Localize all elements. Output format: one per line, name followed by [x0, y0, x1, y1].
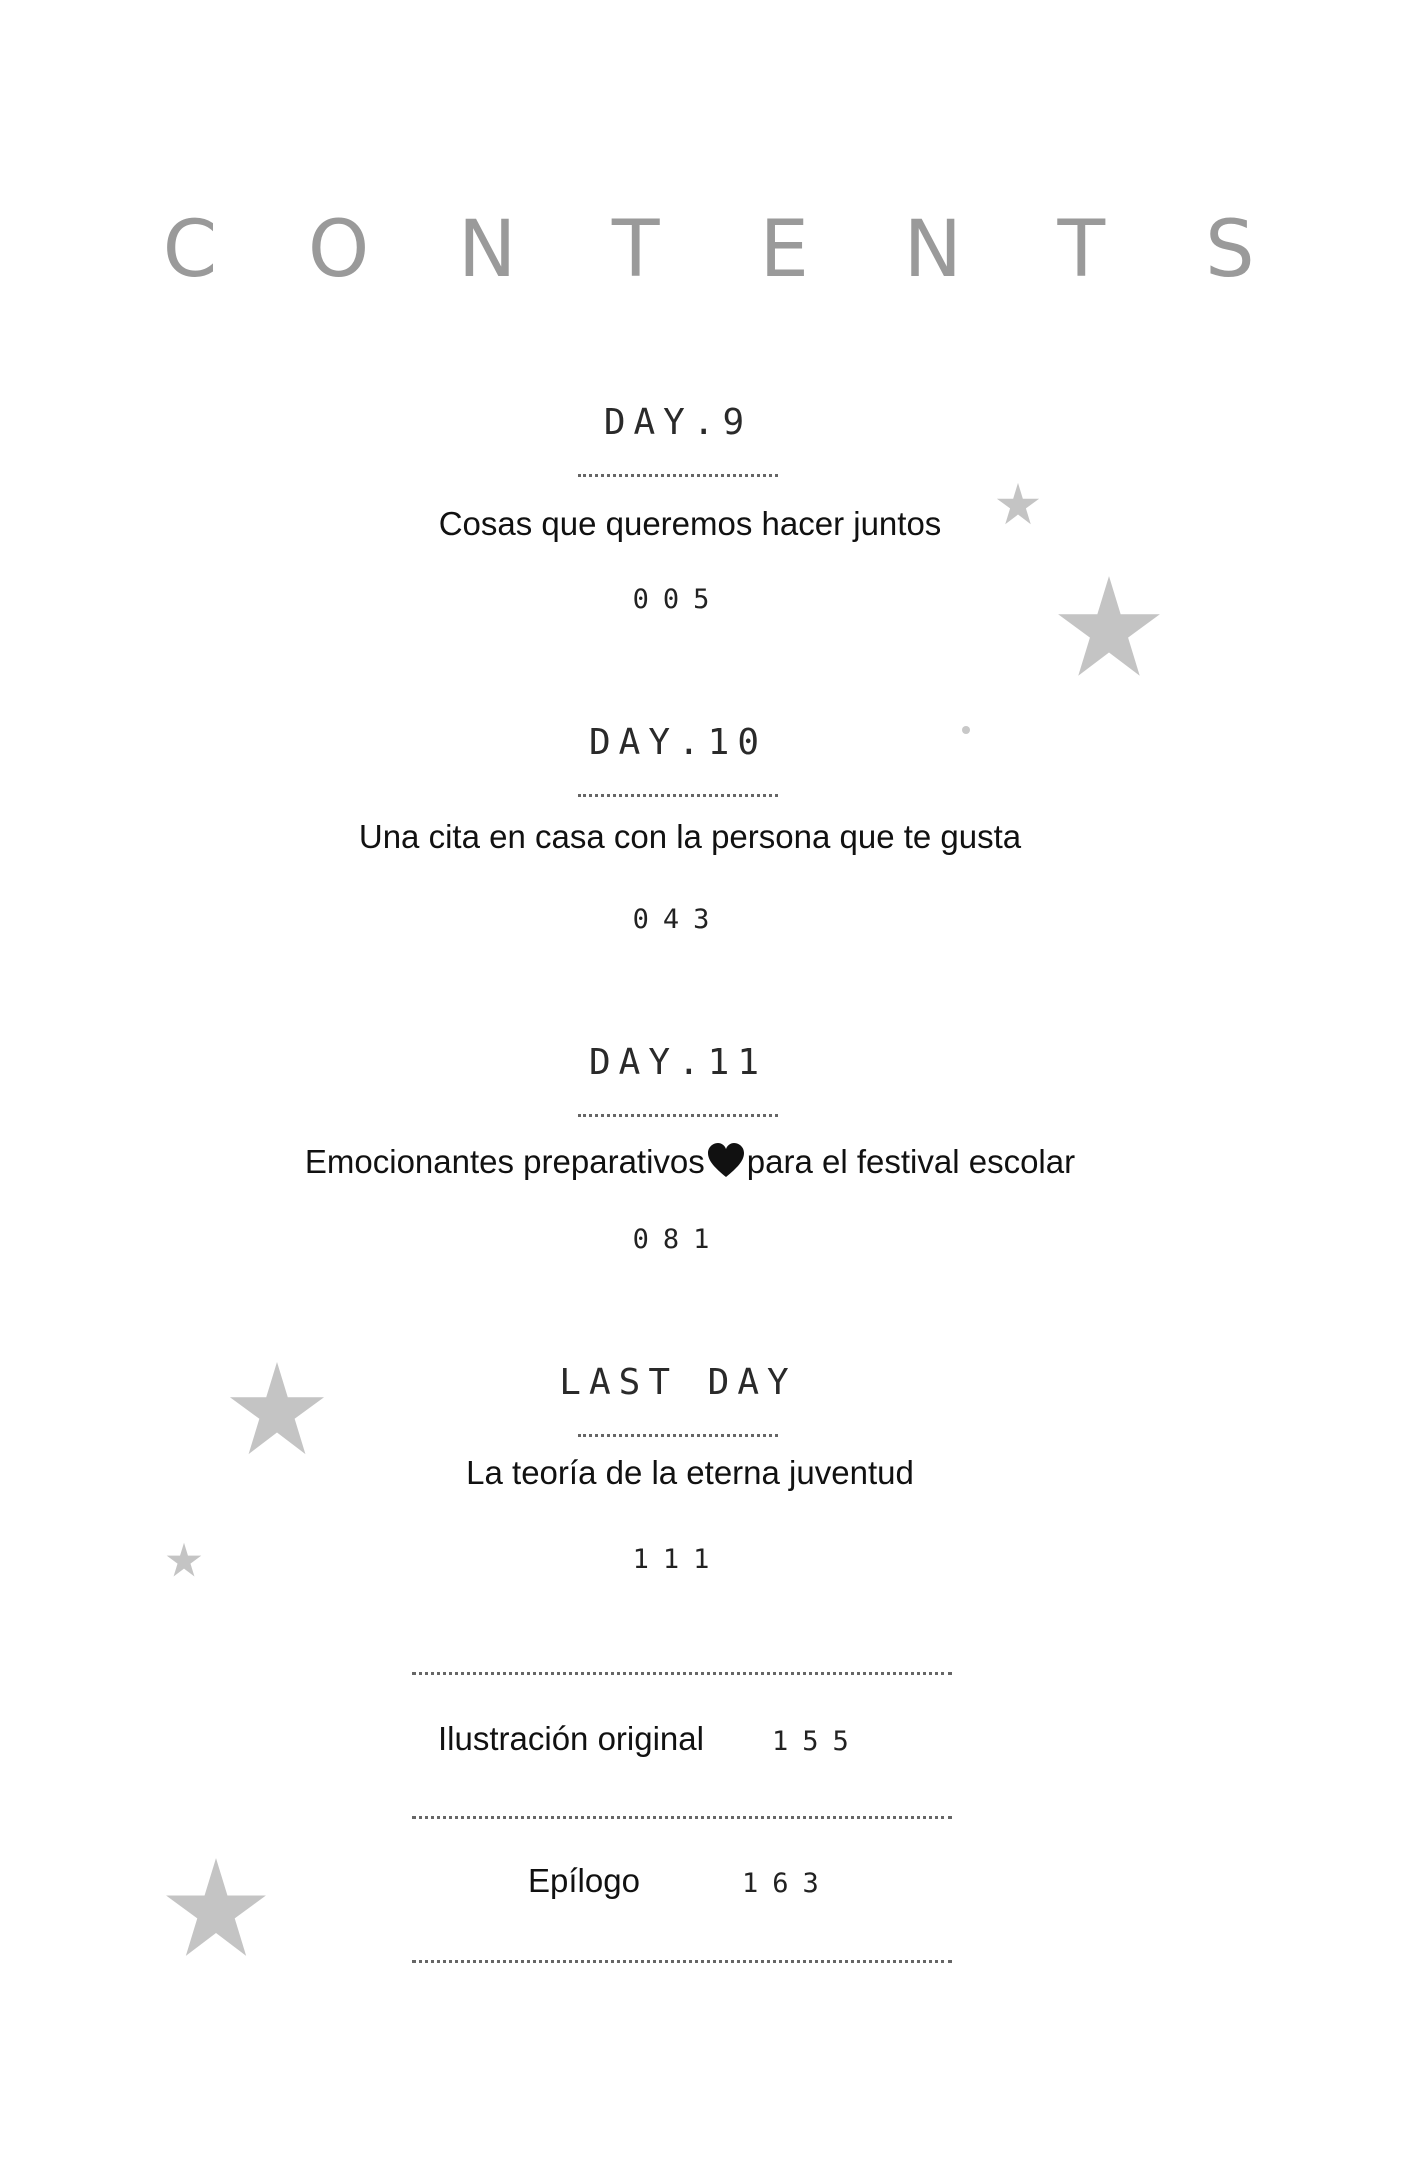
entry-page-day9[interactable]: 005 [632, 584, 724, 615]
title-letter: O [307, 205, 370, 295]
entry-title-day11[interactable] [0, 1143, 1380, 1181]
divider-dots [578, 1114, 778, 1117]
entry-title-day11-part2: para el festival escolar [746, 1143, 1076, 1180]
star-icon [996, 482, 1040, 526]
title-letter: E [759, 205, 809, 295]
divider-dots [412, 1672, 952, 1675]
entry-title-last-day[interactable]: La teoría de la eterna juventud [466, 1454, 914, 1491]
divider-dots [412, 1960, 952, 1963]
divider-dots [578, 1434, 778, 1437]
entry-title-day10[interactable]: Una cita en casa con la persona que te gusta [358, 818, 1022, 855]
star-icon [226, 1360, 328, 1458]
divider-dots [578, 794, 778, 797]
extra-row-illustration[interactable] [0, 1720, 1412, 1770]
heart-icon [707, 1143, 745, 1179]
entry-heading-day9: DAY.9 [603, 402, 753, 443]
entry-title-day9[interactable]: Cosas que queremos hacer juntos [438, 505, 942, 542]
title-letter: S [1205, 205, 1255, 295]
divider-dots [412, 1816, 952, 1819]
extra-page-illustration: 155 [772, 1726, 863, 1757]
title-letter: C [162, 205, 218, 295]
extra-label-illustration: Ilustración original [438, 1720, 704, 1757]
extra-page-epilogue: 163 [742, 1868, 833, 1899]
entry-title-day11-part1: Emocionantes preparativos [304, 1143, 705, 1180]
title-letter: T [1057, 205, 1106, 295]
entry-page-day10[interactable]: 043 [632, 904, 724, 935]
extra-label-epilogue: Epílogo [528, 1862, 640, 1899]
star-icon [1054, 574, 1164, 680]
entry-heading-last-day: LAST DAY [559, 1362, 797, 1403]
title-letter: N [457, 205, 517, 295]
star-icon [166, 1542, 202, 1578]
decorative-dot [962, 726, 970, 734]
entry-heading-day10: DAY.10 [588, 722, 768, 763]
title-letter: N [903, 205, 962, 295]
star-icon [162, 1856, 270, 1960]
contents-title [150, 195, 1270, 305]
entry-page-day11[interactable]: 081 [632, 1224, 724, 1255]
entry-page-last-day[interactable]: 111 [632, 1544, 724, 1575]
divider-dots [578, 474, 778, 477]
title-letter: T [611, 205, 660, 295]
entry-heading-day11: DAY.11 [588, 1042, 768, 1083]
